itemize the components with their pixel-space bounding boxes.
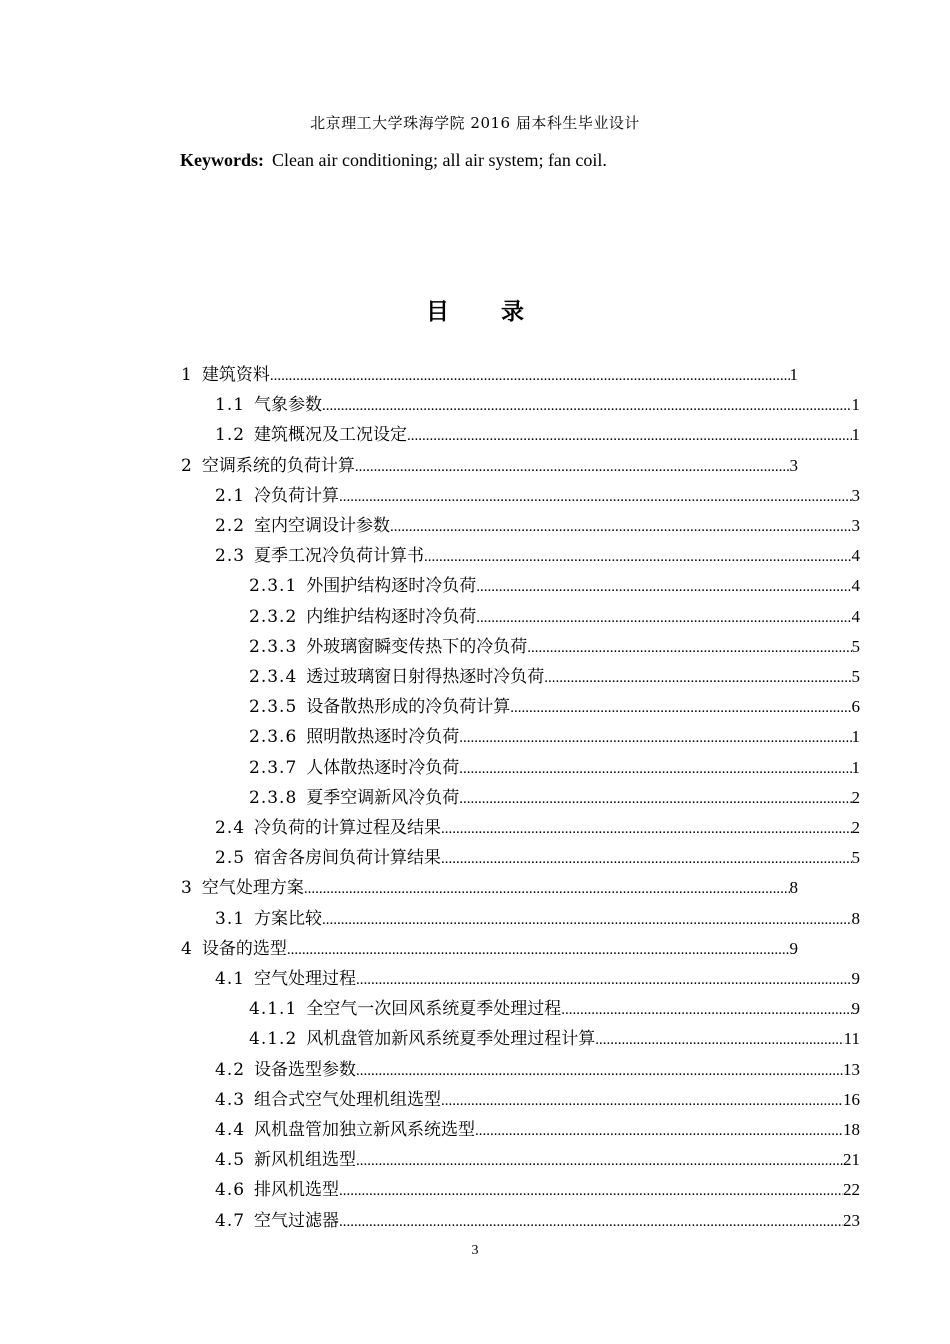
toc-entry[interactable]	[181, 360, 798, 384]
toc-entry-number: 2.3	[215, 546, 246, 567]
toc-leader-dots	[339, 489, 851, 506]
toc-entry[interactable]	[215, 1115, 860, 1139]
keywords-line	[180, 150, 607, 171]
toc-entry-page: 22	[843, 1180, 860, 1200]
toc-leader-dots	[356, 1153, 843, 1170]
toc-leader-dots	[304, 881, 790, 898]
toc-entry-number: 2.2	[215, 516, 246, 536]
toc-entry-number: 4	[181, 938, 193, 959]
toc-entry-title: 空气过滤器	[254, 1210, 340, 1231]
toc-entry-title: 排风机选型	[254, 1180, 340, 1201]
toc-entry[interactable]	[215, 1085, 860, 1109]
toc-entry[interactable]	[249, 602, 860, 626]
toc-entry-title: 设备选型参数	[254, 1059, 357, 1080]
toc-entry-number: 2.3.1	[249, 576, 298, 597]
toc-leader-dots	[459, 791, 851, 808]
toc-entry-page: 4	[851, 606, 860, 626]
toc-entry-title: 空气处理方案	[201, 878, 304, 899]
toc-leader-dots	[476, 579, 851, 596]
toc-entry-title: 夏季工况冷负荷计算书	[254, 546, 425, 567]
toc-leader-dots	[424, 549, 851, 566]
toc-entry-number: 4.5	[215, 1150, 246, 1171]
toc-entry-page: 9	[789, 938, 798, 958]
toc-entry-title: 外玻璃窗瞬变传热下的冷负荷	[306, 636, 528, 657]
keywords-label: Keywords:	[180, 150, 264, 170]
toc-entry[interactable]	[249, 1024, 860, 1048]
toc-leader-dots	[510, 700, 851, 717]
toc-entry-page: 1	[851, 425, 860, 445]
toc-entry[interactable]	[215, 1175, 860, 1199]
toc-entry-number: 4.7	[215, 1210, 246, 1231]
toc-entry[interactable]	[249, 753, 860, 777]
toc-leader-dots	[441, 851, 851, 868]
toc-entry-page: 1	[851, 727, 860, 747]
page-number: 3	[471, 1243, 479, 1258]
toc-entry[interactable]	[215, 904, 860, 928]
toc-entry-number: 2.3.5	[249, 697, 298, 718]
toc-entry-page: 8	[789, 878, 798, 898]
toc-leader-dots	[390, 519, 851, 536]
toc-leader-dots	[270, 368, 790, 385]
toc-entry-page: 3	[851, 485, 860, 505]
toc-entry-number: 3.1	[215, 908, 246, 929]
toc-entry-number: 1	[181, 365, 193, 385]
toc-entry-title: 冷负荷的计算过程及结果	[254, 818, 442, 838]
toc-leader-dots	[322, 912, 851, 929]
page-header: 北京理工大学珠海学院 2016 届本科生毕业设计	[310, 114, 640, 132]
toc-leader-dots	[595, 1032, 843, 1049]
toc-entry-title: 室内空调设计参数	[254, 516, 391, 536]
toc-entry[interactable]	[181, 934, 798, 958]
toc-entry[interactable]	[215, 511, 860, 535]
toc-entry-number: 2.1	[215, 485, 246, 506]
toc-entry-title: 设备的选型	[201, 938, 287, 959]
toc-entry-title: 气象参数	[254, 395, 323, 416]
toc-entry-title: 设备散热形成的冷负荷计算	[306, 697, 511, 718]
toc-leader-dots	[561, 1002, 851, 1019]
toc-entry-page: 2	[851, 787, 860, 807]
toc-entry-number: 4.1.2	[249, 1029, 298, 1050]
toc-title: 目 录	[425, 298, 546, 325]
toc-leader-dots	[459, 730, 851, 747]
toc-entry-number: 4.3	[215, 1089, 246, 1110]
toc-entry-number: 1.2	[215, 425, 246, 446]
toc-entry-page: 11	[843, 1029, 860, 1049]
toc-entry[interactable]	[215, 1055, 860, 1079]
toc-entry-page: 6	[851, 697, 860, 717]
toc-entry-page: 9	[851, 999, 860, 1019]
toc-entry-title: 空气处理过程	[254, 969, 357, 989]
toc-leader-dots	[441, 821, 851, 838]
toc-entry-number: 2.3.6	[249, 727, 298, 748]
toc-entry[interactable]	[215, 813, 860, 837]
toc-entry-title: 组合式空气处理机组选型	[254, 1089, 442, 1110]
toc-entry-page: 16	[843, 1089, 860, 1109]
toc-leader-dots	[475, 1123, 843, 1140]
toc-entry[interactable]	[249, 571, 860, 595]
toc-entry-page: 3	[789, 455, 798, 475]
toc-leader-dots	[476, 610, 851, 627]
toc-entry-page: 3	[851, 516, 860, 535]
toc-leader-dots	[527, 640, 851, 657]
toc-leader-dots	[441, 1093, 843, 1110]
toc-entry-number: 4.1.1	[249, 999, 298, 1020]
toc-entry-title: 宿舍各房间负荷计算结果	[254, 848, 442, 869]
toc-leader-dots	[322, 398, 851, 415]
toc-entry-number: 4.2	[215, 1059, 246, 1080]
toc-leader-dots	[544, 670, 851, 687]
toc-entry[interactable]	[249, 722, 860, 746]
toc-entry[interactable]	[249, 994, 860, 1018]
toc-entry-title: 夏季空调新风冷负荷	[306, 787, 460, 808]
toc-leader-dots	[407, 428, 851, 445]
toc-entry-page: 5	[851, 636, 860, 656]
toc-entry-title: 风机盘管加独立新风系统选型	[254, 1120, 476, 1140]
toc-leader-dots	[339, 1183, 843, 1200]
toc-entry-page: 23	[843, 1210, 860, 1230]
toc-entry[interactable]	[249, 632, 860, 656]
toc-leader-dots	[339, 1214, 843, 1231]
toc-entry-title: 冷负荷计算	[254, 485, 340, 506]
toc-entry-title: 透过玻璃窗日射得热逐时冷负荷	[306, 667, 545, 687]
toc-entry-number: 2	[181, 455, 193, 476]
toc-entry[interactable]	[215, 390, 860, 414]
toc-entry-title: 内维护结构逐时冷负荷	[306, 606, 477, 627]
toc-entry-title: 外围护结构逐时冷负荷	[306, 576, 477, 597]
toc-leader-dots	[459, 761, 851, 778]
toc-entry-page: 1	[789, 365, 798, 384]
toc-entry[interactable]	[215, 481, 860, 505]
toc-entry[interactable]	[249, 692, 860, 716]
toc-entry-title: 建筑资料	[201, 365, 270, 385]
toc-entry-title: 建筑概况及工况设定	[254, 425, 408, 446]
toc-entry-number: 2.3.7	[249, 757, 298, 778]
toc-entry-number: 2.3.8	[249, 787, 298, 808]
toc-entry-page: 4	[851, 576, 860, 596]
toc-entry[interactable]	[215, 541, 860, 565]
toc-entry-number: 2.3.4	[249, 667, 298, 687]
toc-entry-page: 2	[851, 818, 860, 837]
toc-entry-page: 9	[851, 969, 860, 988]
toc-entry-page: 5	[851, 667, 860, 686]
toc-entry-page: 1	[851, 395, 860, 415]
toc-entry[interactable]	[181, 451, 798, 475]
toc-entry-page: 13	[843, 1059, 860, 1079]
toc-leader-dots	[355, 459, 790, 476]
toc-entry-number: 2.4	[215, 818, 246, 838]
toc-entry-title: 新风机组选型	[254, 1150, 357, 1171]
toc-entry-number: 4.4	[215, 1120, 246, 1140]
toc-entry-number: 2.5	[215, 848, 246, 869]
toc-leader-dots	[287, 942, 790, 959]
toc-entry-title: 方案比较	[254, 908, 323, 929]
toc-entry-title: 人体散热逐时冷负荷	[306, 757, 460, 778]
toc-entry-page: 8	[851, 908, 860, 928]
toc-entry-page: 21	[843, 1150, 860, 1170]
toc-entry[interactable]	[215, 843, 860, 867]
toc-entry[interactable]	[249, 783, 860, 807]
toc-entry-title: 风机盘管加新风系统夏季处理过程计算	[306, 1029, 596, 1050]
toc-entry-number: 3	[181, 878, 193, 899]
keywords-text: Clean air conditioning; all air system; fan coil.	[272, 150, 607, 170]
toc-entry[interactable]	[249, 662, 860, 686]
toc-entry[interactable]	[181, 873, 798, 897]
toc-leader-dots	[356, 1063, 843, 1080]
toc-leader-dots	[356, 972, 851, 989]
toc-entry-title: 照明散热逐时冷负荷	[306, 727, 460, 748]
toc-entry[interactable]	[215, 964, 860, 988]
toc-entry-number: 4.1	[215, 969, 246, 989]
toc-entry[interactable]	[215, 420, 860, 444]
toc-entry-number: 2.3.2	[249, 606, 298, 627]
toc-entry-title: 全空气一次回风系统夏季处理过程	[306, 999, 562, 1020]
toc-entry-page: 18	[843, 1120, 860, 1139]
toc-entry-page: 1	[851, 757, 860, 777]
toc-entry-page: 4	[851, 546, 860, 566]
toc-entry-number: 1.1	[215, 395, 246, 416]
toc-entry[interactable]	[215, 1145, 860, 1169]
toc-entry-page: 5	[851, 848, 860, 868]
toc-entry-title: 空调系统的负荷计算	[201, 455, 355, 476]
toc-entry-number: 4.6	[215, 1180, 246, 1201]
toc-entry[interactable]	[215, 1206, 860, 1230]
toc-entry-number: 2.3.3	[249, 636, 298, 657]
